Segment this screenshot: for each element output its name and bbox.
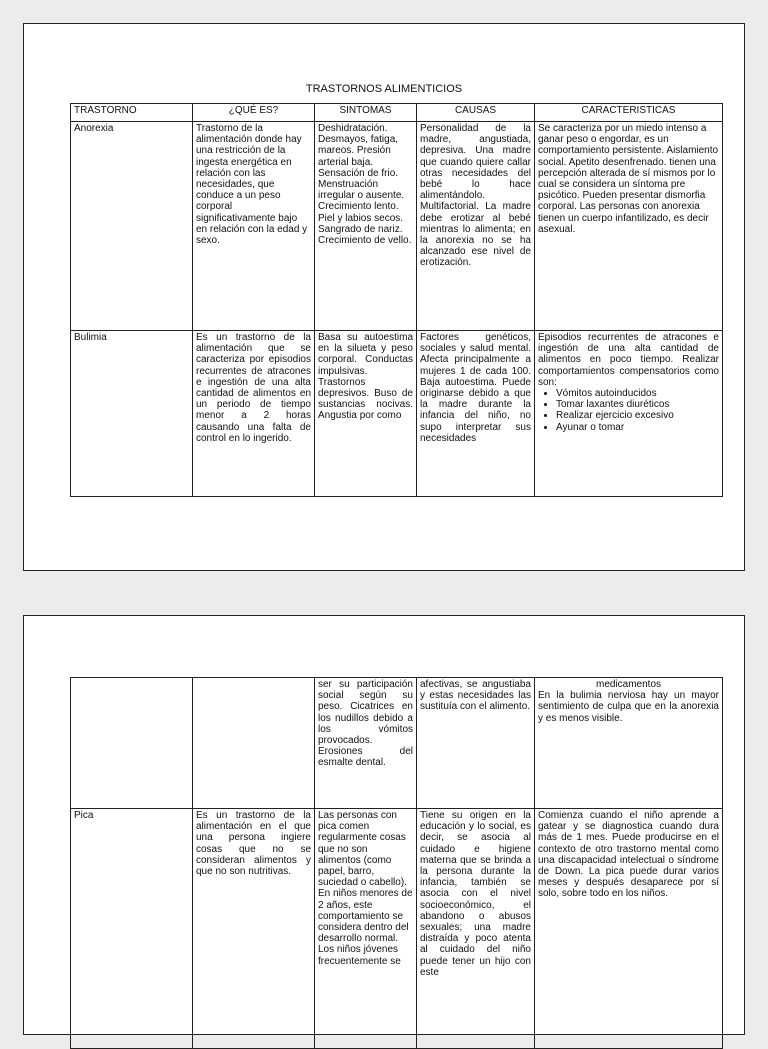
bulimia-compensatory-list [538, 388, 719, 433]
cell-anorexia-que-es: Trastorno de la alimentación donde hay una restricción de la ingesta energética en relación con las necesidades, que conduce a un peso corporal significativamente bajo en relación con la edad y sexo. [193, 122, 315, 331]
cell-pica-causas: Tiene su origen en la educación y lo social, es decir, se asocia al cuidado e higiene materna que se brinda a la persona durante la infancia, también se asocia con el nivel socioeconómico, el abandono o abusos sexuales; una madre distraída y poco atenta al cuidado del niño puede tener un hijo con este [417, 809, 535, 1049]
cell-anorexia-sintomas: Deshidratación. Desmayos, fatiga, mareos. Presión arterial baja. Sensación de frio. Menstruación irregular o ausente. Crecimiento lento. Piel y labios secos. Sangrado de nariz. Crecimiento de vello. [315, 122, 417, 331]
header-que-es: ¿QUÉ ES? [193, 104, 315, 122]
table-header-row [71, 104, 723, 122]
cell-bulimia-cont-sintomas: ser su participación social según su peso. Cicatrices en los nudillos debido a los vómitos provocados. Erosiones del esmalte dental. [315, 678, 417, 809]
document-page-2 [23, 615, 745, 1035]
table-row-bulimia-continued [71, 678, 723, 809]
bulimia-culpa-text: En la bulimia nerviosa hay un mayor sentimiento de culpa que en la anorexia y es menos visible. [538, 690, 719, 724]
document-title: TRASTORNOS ALIMENTICIOS [305, 83, 463, 95]
list-item: • Vómitos autoinducidos [556, 388, 719, 399]
cell-bulimia-caracteristicas [535, 331, 723, 497]
header-causas: CAUSAS [417, 104, 535, 122]
cell-anorexia-causas: Personalidad de la madre, angustiada, depresiva. Una madre que cuando quiere callar otras necesidades del bebé lo hace alimentándolo. Multifactorial. La madre debe erotizar al bebé mientras lo alimenta; en la anorexia no se ha alcanzado ese nivel de erotización. [417, 122, 535, 331]
disorders-table [70, 103, 723, 497]
bulimia-list-continuation: medicamentos [595, 679, 662, 690]
document-page-1 [23, 23, 745, 571]
cell-anorexia-name: Anorexia [71, 122, 193, 331]
list-item: • Tomar laxantes diuréticos [556, 399, 719, 410]
cell-bulimia-cont-caracteristicas [535, 678, 723, 809]
header-trastorno: TRASTORNO [71, 104, 193, 122]
cell-bulimia-que-es: Es un trastorno de la alimentación que se caracteriza por episodios recurrentes de atracones e ingestión de una alta cantidad de alimentos en un periodo de tiempo menor a 2 horas causando una falta de control en lo ingerido. [193, 331, 315, 497]
table-row-pica [71, 809, 723, 1049]
disorders-table-continued [70, 677, 723, 1049]
cell-pica-que-es: Es un trastorno de la alimentación en el que una persona ingiere cosas que no se consideran alimentos y que no son nutritivas. [193, 809, 315, 1049]
header-caracteristicas: CARACTERISTICAS [535, 104, 723, 122]
cell-pica-caracteristicas: Comienza cuando el niño aprende a gatear y se diagnostica cuando dura más de 1 mes. Puede producirse en el contexto de otro trastorno mental como una discapacidad intelectual o síndrome de Down. La pica puede durar varios meses y después desaparece por sí solo, sobre todo en los niños. [535, 809, 723, 1049]
cell-bulimia-causas: Factores genéticos, sociales y salud mental. Afecta principalmente a mujeres 1 de cada 100. Baja autoestima. Puede originarse debido a que la madre durante la infancia del niño, no supo interpretar sus necesidades [417, 331, 535, 497]
header-sintomas: SINTOMAS [315, 104, 417, 122]
table-row-anorexia [71, 122, 723, 331]
cell-bulimia-cont-name [71, 678, 193, 809]
cell-bulimia-name: Bulimia [71, 331, 193, 497]
cell-bulimia-sintomas: Basa su autoestima en la silueta y peso corporal. Conductas impulsivas. Trastornos depresivos. Buso de sustancias nocivas. Angustia por como [315, 331, 417, 497]
list-item: • Realizar ejercicio excesivo [556, 410, 719, 421]
cell-pica-name: Pica [71, 809, 193, 1049]
cell-bulimia-cont-causas: afectivas, se angustiaba y estas necesidades las sustituía con el alimento. [417, 678, 535, 809]
list-item: • Ayunar o tomar [556, 422, 719, 433]
table-row-bulimia [71, 331, 723, 497]
cell-pica-sintomas: Las personas con pica comen regularmente cosas que no son alimentos (como papel, barro, suciedad o cabello). En niños menores de 2 años, este comportamiento se considera dentro del desarrollo normal. Los niños jóvenes frecuentemente se [315, 809, 417, 1049]
cell-anorexia-caracteristicas: Se caracteriza por un miedo intenso a ganar peso o engordar, es un comportamiento persistente. Aislamiento social. Apetito desenfrenado. tienen una percepción alterada de sí mismos por lo cual se considera un síntoma pre psicótico. Pueden presentar dismorfia corporal. Las personas con anorexia tienen un cuerpo infantilizado, es decir asexual. [535, 122, 723, 331]
cell-bulimia-cont-que-es [193, 678, 315, 809]
bulimia-caracteristicas-intro: Episodios recurrentes de atracones e ingestión de una alta cantidad de alimentos en poco tiempo. Realizar comportamientos compensatorios como son: [538, 332, 719, 388]
